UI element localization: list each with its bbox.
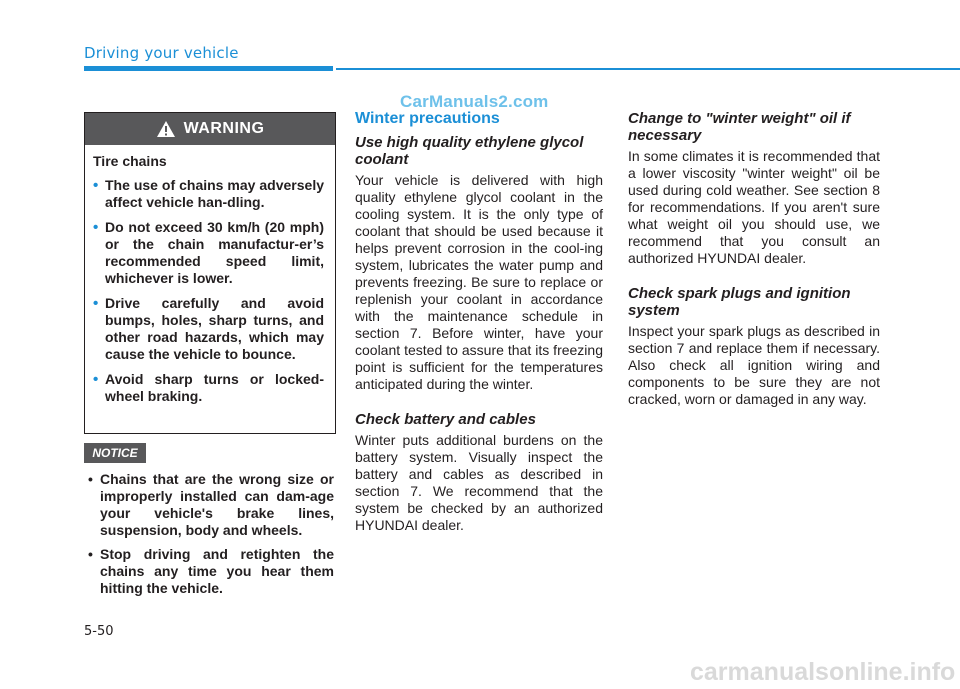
- watermark-top: CarManuals2.com: [400, 92, 549, 111]
- warning-box: [84, 112, 336, 434]
- warning-item-text: Do not exceed 30 km/h (20 mph) or the chain manufactur-er’s recommended speed limit, whichever is lower.: [105, 219, 324, 286]
- winter-precautions-title: Winter precautions: [355, 110, 500, 127]
- warning-item: [93, 295, 324, 363]
- warning-triangle-icon: [156, 120, 176, 138]
- bullet-icon: •: [93, 219, 99, 236]
- notice-item: [84, 471, 334, 539]
- warning-label: WARNING: [183, 120, 265, 137]
- notice-item-text: Chains that are the wrong size or improperly installed can dam-age your vehicle's brake lines, suspension, body and wheels.: [100, 471, 334, 538]
- right-column: [628, 110, 880, 426]
- notice-item: [84, 546, 334, 597]
- bullet-icon: •: [93, 177, 99, 194]
- warning-item-text: Drive carefully and avoid bumps, holes, sharp turns, and other road hazards, which may cause the vehicle to bounce.: [105, 295, 324, 362]
- battery-heading: Check battery and cables: [355, 411, 536, 428]
- warning-item: [93, 371, 324, 405]
- notice-list: [84, 471, 334, 604]
- warning-body: [85, 145, 335, 405]
- warning-item: [93, 177, 324, 211]
- notice-badge: NOTICE: [84, 443, 146, 463]
- bullet-icon: •: [93, 295, 99, 312]
- warning-item-text: The use of chains may adversely affect vehicle han-dling.: [105, 177, 324, 210]
- bullet-icon: •: [88, 546, 93, 562]
- page-number: 5-50: [84, 624, 114, 639]
- warning-header: [85, 113, 335, 145]
- header-rule-thin: [336, 68, 960, 70]
- coolant-paragraph: Your vehicle is delivered with high quality ethylene glycol coolant in the cooling system. It is the only type of coolant that should be used because it helps prevent corrosion in the cool-ing system, lubricates the water pump and prevents freezing. Be sure to replace or replenish your coolant in accordance with the maintenance schedule in section 7. Before winter, have your coolant tested to assure that its freezing point is sufficient for the temperatures anticipated during the winter.: [355, 172, 603, 392]
- bullet-icon: •: [93, 371, 99, 388]
- battery-paragraph: Winter puts additional burdens on the battery system. Visually inspect the battery and cables as described in section 7. We recommend that the system be checked by an authorized HYUNDAI dealer.: [355, 432, 603, 533]
- warning-item-text: Avoid sharp turns or locked-wheel braking.: [105, 371, 324, 404]
- spark-plugs-paragraph: Inspect your spark plugs as described in section 7 and replace them if necessary. Also check all ignition wiring and components to be sure they are not cracked, worn or damaged in any way.: [628, 323, 880, 407]
- bullet-icon: •: [88, 471, 93, 487]
- notice-item-text: Stop driving and retighten the chains any time you hear them hitting the vehicle.: [100, 546, 334, 596]
- spark-plugs-heading: Check spark plugs and ignition system: [628, 285, 851, 319]
- section-title: Driving your vehicle: [84, 44, 239, 62]
- winter-precautions-column: [355, 110, 603, 552]
- header-rule-thick: [84, 66, 333, 71]
- watermark-bottom: carmanualsonline.info: [690, 658, 956, 686]
- oil-heading: Change to "winter weight" oil if necessary: [628, 110, 851, 144]
- warning-subtitle: Tire chains: [93, 153, 167, 169]
- oil-paragraph: In some climates it is recommended that a lower viscosity "winter weight" oil be used during cold weather. See section 8 for recommendations. If you aren't sure what weight oil you should use, we recommend that you consult an authorized HYUNDAI dealer.: [628, 148, 880, 266]
- coolant-heading: Use high quality ethylene glycol coolant: [355, 134, 584, 168]
- warning-item: [93, 219, 324, 287]
